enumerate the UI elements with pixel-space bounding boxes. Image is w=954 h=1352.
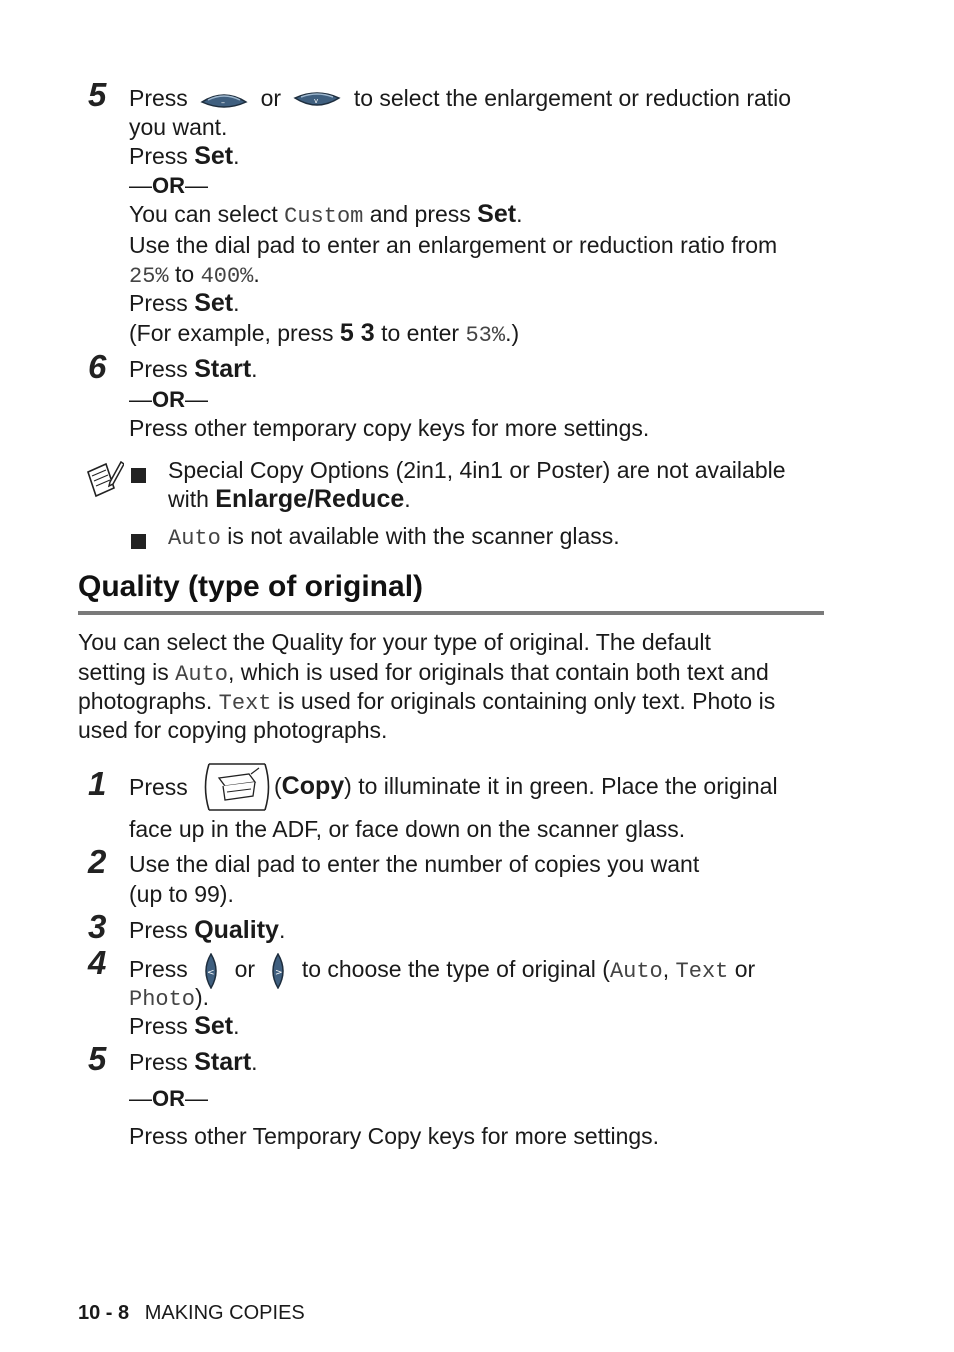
step-line: You can select Custom and press Set. [129,200,523,229]
lcd-option: 53% [465,323,506,348]
text: ). [195,984,210,1010]
copy-key-icon [201,760,273,814]
step-line: Press Set. [129,289,240,317]
step-number: 4 [88,944,107,981]
step-number: 3 [88,908,107,945]
paragraph-line [78,658,769,689]
step-number: 6 [88,348,107,385]
text: Special Copy Options (2in1, 4in1 or Poster) are not available [168,457,786,483]
text: with [168,486,209,512]
text: Press [129,956,188,983]
note-pencil-icon [84,458,124,502]
text: to enter [381,320,460,346]
text: or [234,956,256,983]
lcd-option: 25% [129,264,169,289]
up-arrow-key-icon [200,90,248,110]
key-name: Start [194,355,252,383]
text: Press other Temporary Copy keys for more settings. [129,1123,660,1149]
or-label: OR [152,173,185,198]
or-label: OR [152,387,185,412]
step-line: (Copy) to illuminate it in green. Place the original [274,772,778,800]
step-line: Press Start. [129,355,258,383]
key-name: Set [194,289,234,317]
svg-text:>: > [275,968,283,978]
text: Press [129,1013,188,1039]
text: Press other temporary copy keys for more settings. [129,415,650,441]
note-line: with Enlarge/Reduce. [168,485,411,513]
lcd-option: Photo [129,987,196,1012]
step-number: 5 [88,1040,107,1077]
text: is used for originals containing only text. Photo is [277,688,776,714]
svg-text:<: < [207,968,215,978]
bullet [131,468,146,483]
paragraph-line [78,687,775,718]
section-divider [78,611,824,615]
or-separator: —OR— [129,1085,208,1111]
key-name: Start [194,1048,252,1076]
text: Press [129,290,188,316]
text: you want. [129,114,228,140]
chapter-title: MAKING COPIES [144,1302,305,1324]
text: to choose the type of original ( [301,956,610,983]
text: Press [129,774,188,800]
text: Use the dial pad to enter an enlargement or reduction ratio from [129,232,778,258]
text: or [734,956,756,983]
lcd-option: Text [675,959,729,985]
text: ) to illuminate it in green. Place the original [344,773,778,799]
text: (For example, press [129,320,334,346]
or-separator: —OR— [129,172,208,198]
text: Press [129,917,188,943]
text: to [175,261,195,287]
text: Press [129,356,188,382]
key-name: Quality [194,916,279,944]
text: is not available with the scanner glass. [227,523,620,549]
text: Press [129,1049,188,1075]
text: Press [129,85,188,111]
lcd-option: Custom [284,204,364,229]
step-number: 2 [88,843,107,880]
step-line [129,142,239,171]
text: or [260,85,282,111]
page-footer [78,1302,305,1325]
lcd-option: Auto [168,526,221,551]
text: Use the dial pad to enter the number of copies you want [129,851,700,877]
note-line [168,522,620,553]
key-name: 5 3 [339,319,375,347]
svg-text:v: v [314,96,319,105]
lcd-option: Text [218,691,272,716]
text: to select the enlargement or reduction ratio [353,85,792,111]
or-label: OR [152,1086,185,1111]
text: Press [129,143,188,169]
text: You can select the Quality for your type of original. The default [78,629,711,655]
key-name: Enlarge/Reduce [215,485,405,513]
lcd-option: 400% [200,264,254,289]
step-number: 5 [88,76,107,113]
text: setting is [78,659,169,685]
step-line [129,319,519,350]
text: . [233,143,240,169]
text: photographs. [78,688,213,714]
step-line [129,983,209,1014]
section-title: Quality (type of original) [78,570,424,603]
key-name: Copy [281,772,345,800]
down-arrow-key-icon [293,90,341,110]
key-name: Set [477,200,517,228]
bullet [131,534,146,549]
lcd-option: Auto [175,662,228,687]
key-name: Set [194,1012,234,1040]
key-name: Set [194,142,234,170]
step-number: 1 [88,765,107,802]
text: (up to 99). [129,881,234,907]
text: You can select [129,201,278,227]
lcd-option: Auto [609,959,663,985]
text: face up in the ADF, or face down on the scanner glass. [129,816,686,842]
step-line: Press Start. [129,1048,258,1076]
or-separator: —OR— [129,386,208,412]
text: .) [505,320,520,346]
step-line: Press Set. [129,1012,240,1040]
step-line [129,84,791,113]
text: used for copying photographs. [78,717,388,743]
step-line: Press Quality. [129,916,286,944]
text: and press [369,201,471,227]
step-line: Press < or > to choose the type of original (Auto, Text or [129,953,755,989]
svg-text:–: – [221,97,226,107]
page-number: 10 - 8 [78,1302,130,1324]
right-arrow-key-icon [267,953,289,989]
text: , which is used for originals that contain both text and [227,659,769,685]
step-line: 25% to 400%. [129,261,260,289]
